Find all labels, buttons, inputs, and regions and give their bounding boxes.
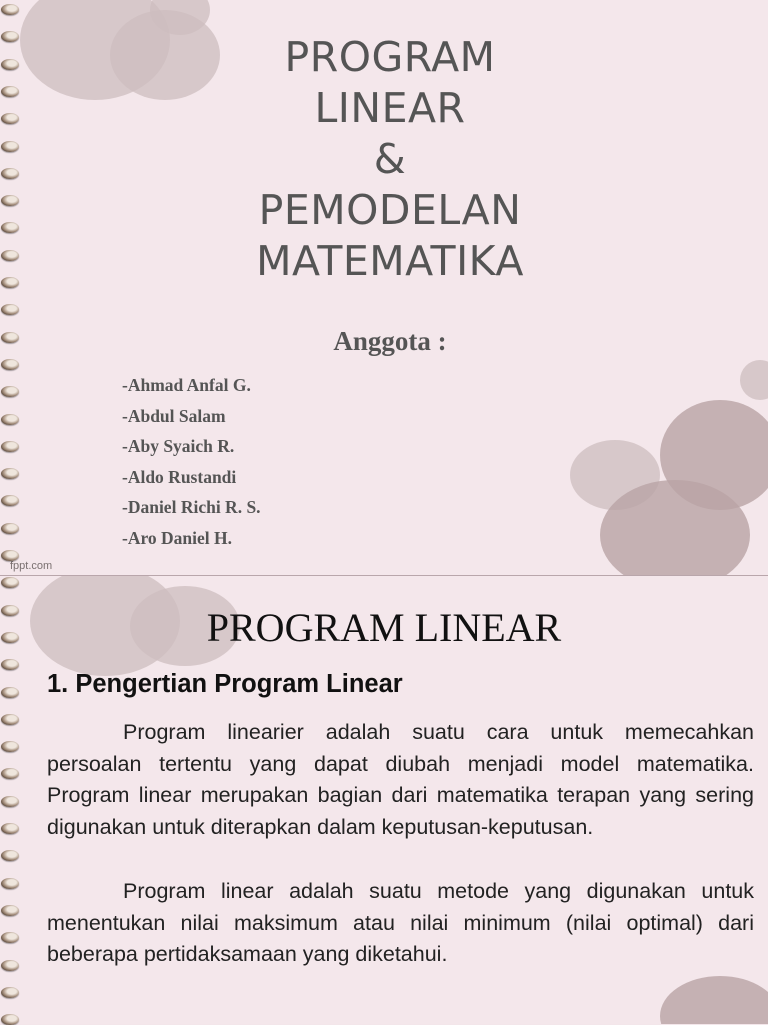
member-item: -Daniel Richi R. S. [122,497,261,517]
binding-ring [1,632,19,643]
title-line: & [373,135,407,183]
binding-ring [1,850,19,861]
binding-ring [1,141,19,152]
title-line: PEMODELAN [258,186,522,234]
binding-ring [1,332,19,343]
binding-ring [1,222,19,233]
binding-ring [1,277,19,288]
member-item: -Aby Syaich R. [122,436,235,456]
binding-ring [1,414,19,425]
binding-ring [1,495,19,506]
binding-ring [1,768,19,779]
binding-ring [1,905,19,916]
binding-ring [1,823,19,834]
binding-ring [1,59,19,70]
title-line: LINEAR [314,84,466,132]
binding-ring [1,4,19,15]
members-list [122,370,261,553]
paragraph: Program linearier adalah suatu cara untuk memecahkan persoalan tertentu yang dapat diubah menjadi model matematika. Program linear merupakan bagian dari matematika terapan yang sering digunakan untuk diterapkan dalam keputusan-keputusan. [47,720,754,839]
binding-ring [1,523,19,534]
binding-ring [1,714,19,725]
slide-title: PROGRAM LINEAR [206,605,562,650]
member-item: -Ahmad Anfal G. [122,375,251,395]
binding-ring [1,932,19,943]
binding-ring [1,1014,19,1025]
binding-ring [1,659,19,670]
slide-title [180,32,600,287]
binding-ring [1,796,19,807]
binding-ring [1,250,19,261]
binding-ring [1,687,19,698]
binding-ring [1,468,19,479]
binding-ring [1,987,19,998]
title-line: PROGRAM [284,33,496,81]
binding-ring [1,878,19,889]
binding-ring [1,195,19,206]
spiral-binding [0,0,22,1024]
binding-ring [1,550,19,561]
member-item: -Aro Daniel H. [122,527,233,548]
paragraph: Program linear adalah suatu metode yang digunakan untuk menentukan nilai maksimum atau nilai minimum (nilai optimal) dari beberapa pertidaksamaan yang diketahui. [47,879,754,966]
title-line: MATEMATIKA [256,237,524,285]
binding-ring [1,304,19,315]
binding-ring [1,359,19,370]
binding-ring [1,741,19,752]
binding-ring [1,577,19,588]
member-item: -Aldo Rustandi [122,466,237,487]
section-heading: 1. Pengertian Program Linear [47,670,403,698]
member-item: -Abdul Salam [122,405,226,426]
ink-splash [660,976,768,1024]
binding-ring [1,113,19,124]
binding-ring [1,960,19,971]
binding-ring [1,605,19,616]
binding-ring [1,31,19,42]
binding-ring [1,441,19,452]
binding-ring [1,386,19,397]
members-heading: Anggota : [333,326,447,356]
watermark: fppt.com [10,560,53,572]
binding-ring [1,168,19,179]
ink-splash [740,360,768,400]
binding-ring [1,86,19,97]
